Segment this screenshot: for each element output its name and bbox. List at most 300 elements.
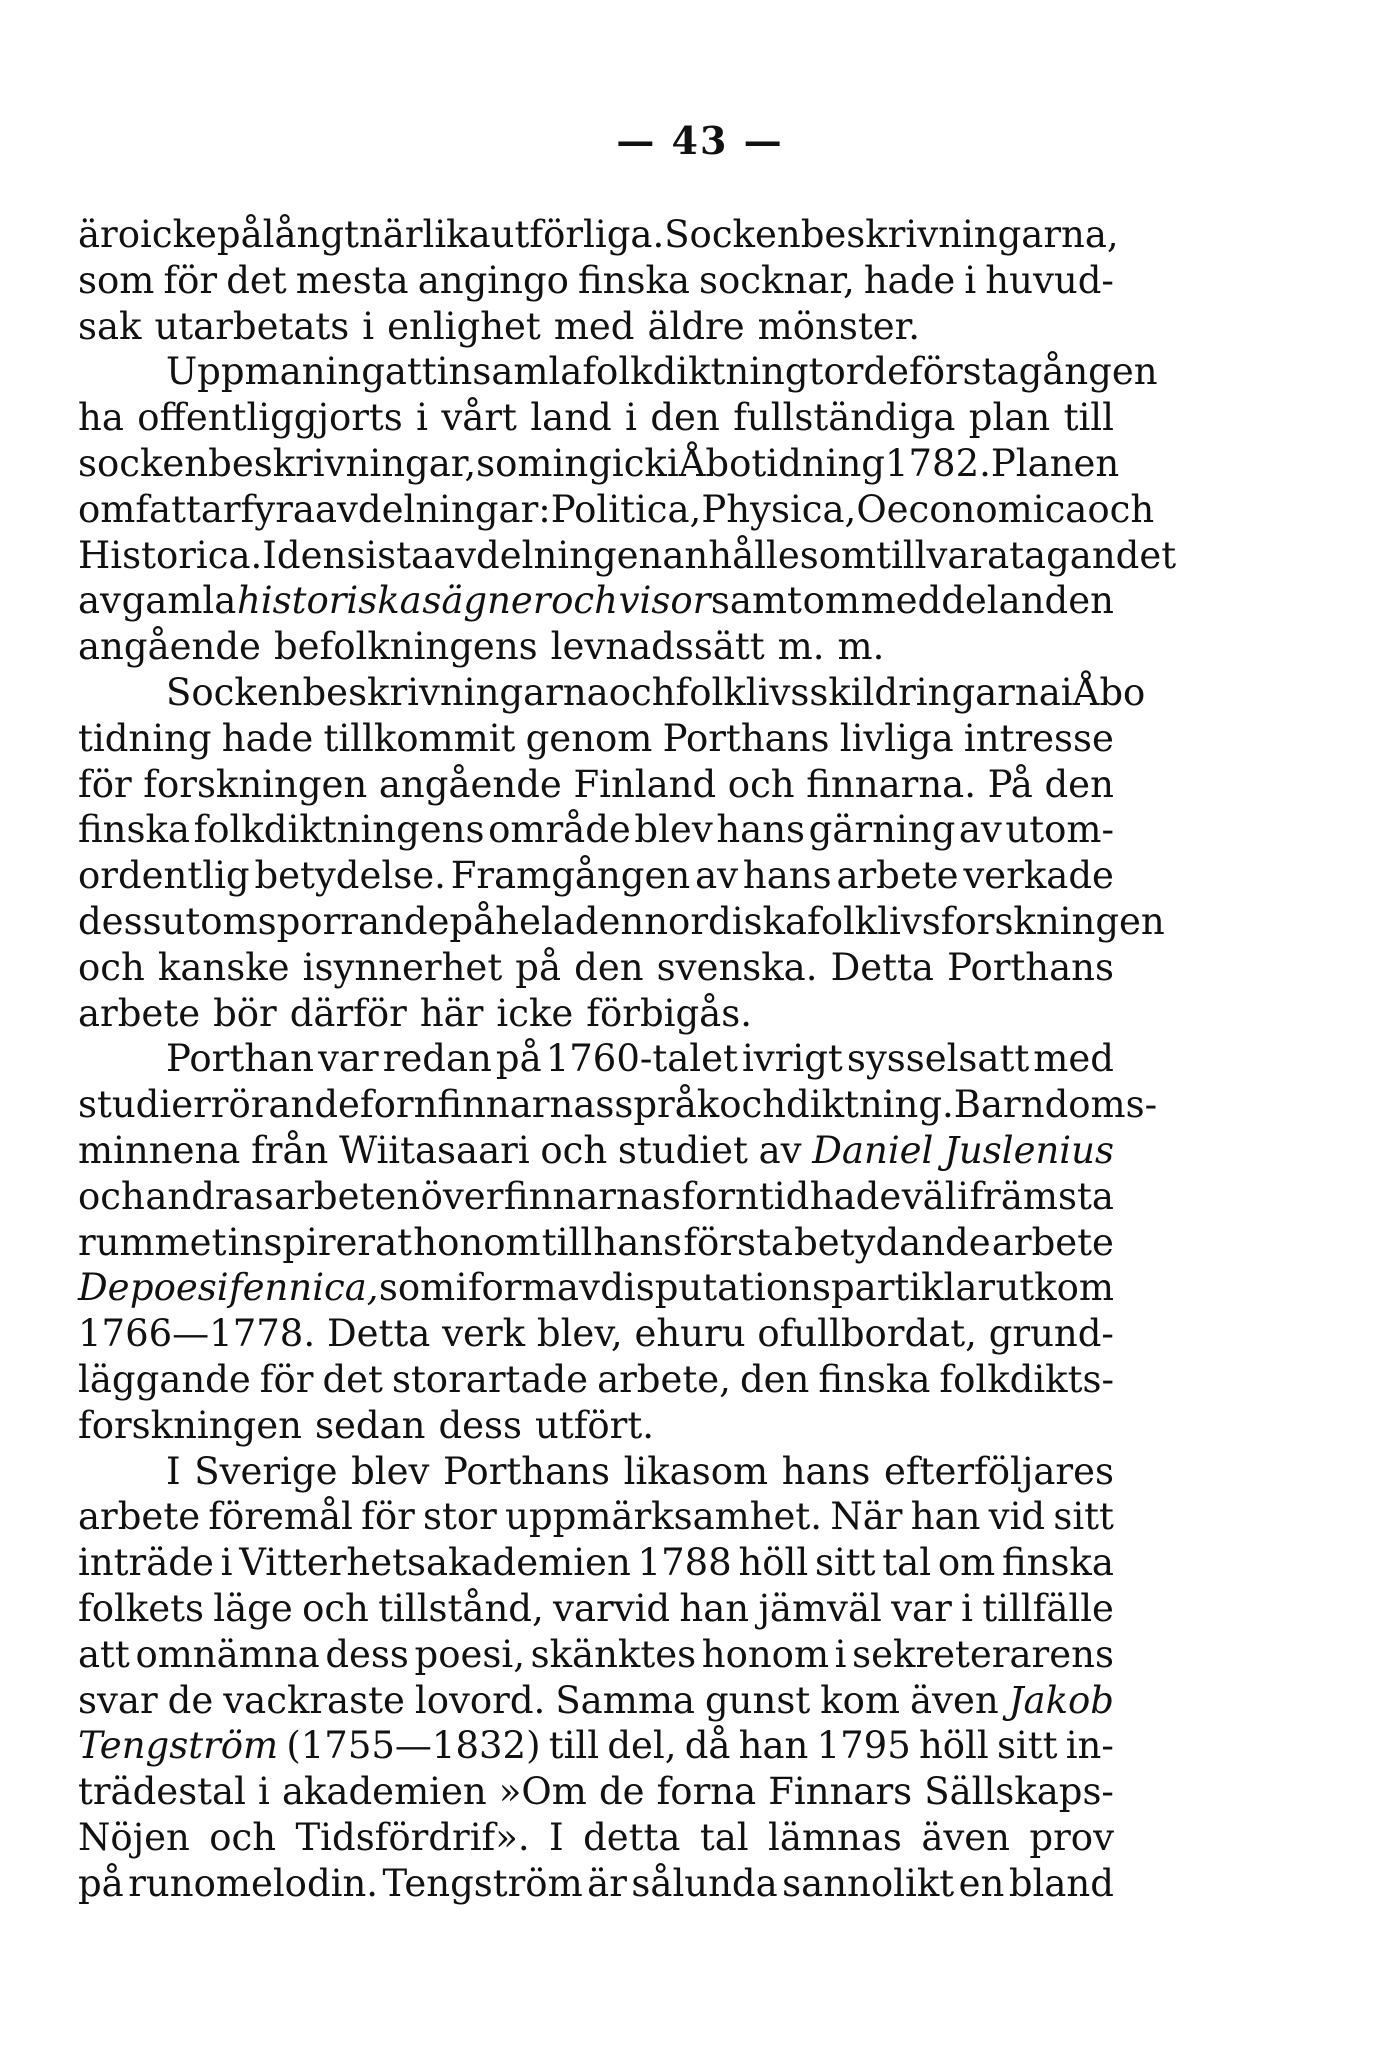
word: svenska. (656, 945, 818, 989)
word: när (358, 213, 423, 256)
text-line (78, 1174, 1114, 1220)
word: tidning (78, 716, 212, 760)
word: Detta (830, 945, 934, 989)
word: efterföljares (884, 1449, 1114, 1493)
word: som (378, 1266, 456, 1310)
word: angående (378, 762, 562, 806)
word: arbete (991, 1220, 1114, 1264)
word: forskningen (143, 762, 368, 806)
word: sporrande (257, 899, 450, 943)
text-line (78, 1220, 1114, 1266)
word: kanske (157, 945, 290, 989)
word: hans (593, 1220, 683, 1264)
word: den (739, 1357, 810, 1401)
word: Politica, (550, 487, 702, 531)
word: samt (710, 579, 802, 623)
word: i (834, 1632, 847, 1676)
word: och (608, 670, 676, 714)
word: höll (918, 1724, 989, 1768)
word: icke (496, 991, 574, 1035)
word: lämnas (768, 1815, 902, 1859)
word: genom (525, 716, 653, 760)
word: dess (438, 1403, 523, 1447)
word: att (78, 1632, 130, 1676)
text-line (78, 578, 1114, 624)
word: och (719, 1083, 787, 1127)
word: 1788 (637, 1541, 732, 1585)
word: tillstånd, (378, 1586, 544, 1630)
word: 1795 (816, 1724, 911, 1768)
word: utarbetats (154, 304, 350, 348)
word: tal (699, 1815, 749, 1859)
word: tal (882, 1541, 932, 1585)
word: Sockenbeskrivningarna (166, 670, 609, 714)
word: sockenbeskrivningar, (78, 441, 477, 485)
word: (1755—1832) (286, 1724, 541, 1768)
word: I (262, 533, 277, 577)
word: äro (78, 213, 141, 256)
word: angående (78, 625, 261, 669)
word: och (78, 945, 145, 989)
text-line (78, 807, 1114, 853)
word: Sällskaps- (924, 1770, 1114, 1814)
word: Nöjen (78, 1815, 190, 1859)
word: hade (809, 1174, 902, 1218)
word: därför (289, 991, 407, 1035)
word: om (818, 533, 877, 577)
word: för (78, 762, 132, 806)
word: forskningen (78, 1403, 302, 1447)
word: blev (634, 808, 713, 852)
word: sekreterarens (852, 1632, 1114, 1676)
word: i (964, 258, 977, 302)
word: form (467, 1266, 557, 1310)
word: fennica, (228, 1266, 379, 1310)
word: »Om (498, 1770, 587, 1814)
word: sak (78, 304, 142, 348)
word: ingick (552, 441, 667, 485)
word: Finland (573, 762, 717, 806)
word: Åbo (678, 441, 752, 485)
word: rörande (210, 1083, 360, 1127)
text-line (78, 487, 1155, 533)
word: första (683, 1220, 793, 1264)
word: inspirerat (227, 1220, 413, 1264)
text-line (78, 304, 1114, 350)
word: på (495, 1037, 542, 1081)
word: arbeten (274, 1174, 421, 1218)
word: Tengström (78, 1724, 279, 1768)
word: av (556, 1266, 600, 1310)
word: forntid (681, 1174, 810, 1218)
word: Detta (326, 1312, 431, 1356)
word: redan (382, 1037, 492, 1081)
word: gunst (704, 1678, 811, 1722)
word: Framgången (450, 854, 691, 898)
word: rummet (78, 1220, 227, 1264)
word: finska (1001, 1541, 1114, 1585)
word: bör (213, 991, 277, 1035)
word: folkdikts- (939, 1357, 1114, 1401)
word: del, (607, 1724, 677, 1768)
word: sålunda (631, 1861, 778, 1905)
word: som (476, 441, 553, 485)
word: finska (818, 1357, 931, 1401)
text-line (78, 991, 1114, 1037)
word: stor (423, 1495, 497, 1539)
word: i (362, 304, 375, 348)
word: det (226, 258, 287, 302)
word: ordentlig (78, 854, 250, 898)
word: sedan (314, 1403, 426, 1447)
text-line (78, 1128, 1114, 1174)
word: forna (656, 1770, 757, 1814)
word: mesta (295, 258, 409, 302)
word: vid (988, 1495, 1046, 1539)
word: Vitterhetsakademien (239, 1541, 631, 1585)
word: ivrigt (741, 1037, 843, 1081)
word: detta (583, 1815, 681, 1859)
word: icke (140, 213, 217, 256)
word: gången (1018, 350, 1158, 394)
word: och (209, 1815, 277, 1859)
word: bland (1008, 1861, 1114, 1905)
word: hade (863, 258, 956, 302)
word: dess (325, 1632, 409, 1676)
word: likasom (623, 1449, 769, 1493)
word: jämväl (758, 1586, 882, 1630)
word: grund- (988, 1312, 1114, 1356)
word: honom (413, 1220, 541, 1264)
word: prov (1029, 1815, 1114, 1859)
word: arbete (78, 991, 201, 1035)
word: sysselsatt (846, 1037, 1030, 1081)
word: som (78, 258, 155, 302)
word: sitt (996, 1724, 1058, 1768)
word: till (548, 1724, 600, 1768)
word: var (318, 1037, 379, 1081)
word: svar (78, 1678, 158, 1722)
word: väl (901, 1174, 957, 1218)
word: livliga (839, 716, 954, 760)
word: verk (442, 1312, 526, 1356)
word: finnarna. (806, 762, 976, 806)
text-line (78, 1265, 1114, 1311)
word: sitt (814, 1541, 876, 1585)
word: kom (820, 1678, 900, 1722)
word: disputationspartiklar (600, 1266, 996, 1310)
word: blev (351, 1449, 430, 1493)
word: isynnerhet (302, 945, 503, 989)
word: folklivsskildringarna (675, 670, 1061, 714)
word: till (541, 1220, 593, 1264)
text-line (78, 1861, 1114, 1907)
text-line (78, 1403, 1114, 1449)
word: hans (716, 808, 806, 852)
word: på (515, 945, 562, 989)
word: m. (777, 625, 825, 669)
word: enlighet (387, 304, 541, 348)
word: runomelodin. (128, 1861, 379, 1905)
word: språk (614, 1083, 720, 1127)
word: lovord. (414, 1678, 546, 1722)
word: den (574, 899, 645, 943)
word: ehuru (634, 1312, 746, 1356)
word: hans (742, 854, 832, 898)
word: storartade (391, 1357, 589, 1401)
word: i (1060, 670, 1073, 714)
word: varvid (553, 1586, 671, 1630)
word: tillvaratagandet (876, 533, 1177, 577)
word: att (384, 350, 437, 394)
word: Daniel (812, 1128, 934, 1172)
word: i (258, 1770, 270, 1814)
word: 1782. (884, 441, 991, 485)
word: I (549, 1815, 564, 1859)
word: socknar, (699, 258, 855, 302)
word: gamla (121, 579, 237, 623)
word: mönster. (757, 304, 920, 348)
word: skänktes (530, 1632, 697, 1676)
word: utfört. (535, 1403, 655, 1447)
word: av (78, 579, 121, 623)
word: folkdiktningens (193, 808, 485, 852)
word: Uppmaning (166, 350, 385, 394)
word: På (987, 762, 1033, 806)
word: Tengström (382, 1861, 583, 1905)
word: 1766—1778. (78, 1312, 316, 1356)
word: torde (808, 350, 909, 394)
word: han (738, 1724, 809, 1768)
word: Historica. (78, 533, 263, 577)
text-line (78, 1449, 1114, 1495)
text-line (78, 349, 1158, 395)
word: meddelanden (860, 579, 1114, 623)
word: Finnars (768, 1770, 913, 1814)
word: sista (346, 533, 434, 577)
word: finska (78, 808, 190, 852)
word: Oeconomica (856, 487, 1088, 531)
word: höll (738, 1541, 809, 1585)
word: utförliga. (490, 213, 665, 256)
text-line (78, 395, 1114, 441)
word: läge (213, 1586, 293, 1630)
word: han (910, 1495, 981, 1539)
word: om (937, 1541, 996, 1585)
word: betydelse. (254, 854, 446, 898)
word: dessutom (78, 899, 258, 943)
word: Wiitasaari (339, 1128, 530, 1172)
text-line (78, 670, 1146, 716)
word: avdelningar: (314, 487, 551, 531)
word: av (958, 808, 1002, 852)
word: insamla (436, 350, 583, 394)
word: Samma (555, 1678, 695, 1722)
word: i (666, 441, 679, 485)
word: Physica, (701, 487, 857, 531)
word: poesi (129, 1266, 229, 1310)
word: anhålles (662, 533, 819, 577)
word: omfattar (78, 487, 241, 531)
word: till (1063, 396, 1114, 440)
word: fullständiga (733, 396, 956, 440)
word: poesi, (414, 1632, 525, 1676)
word: främsta (969, 1174, 1114, 1218)
word: sägner (422, 579, 551, 623)
word: vårt (441, 396, 517, 440)
word: blev, (536, 1312, 623, 1356)
word: Åbo (1072, 670, 1146, 714)
word: Jakob (1008, 1678, 1114, 1722)
word: Porthan (166, 1037, 314, 1081)
word: omnämna (135, 1632, 320, 1676)
word: andras (145, 1174, 274, 1218)
word: på (78, 1861, 124, 1905)
word: avdelningen (433, 533, 663, 577)
body-text (78, 212, 1177, 1906)
word: även (910, 1678, 999, 1722)
word: I (166, 1449, 181, 1493)
text-line (78, 853, 1114, 899)
text-line (78, 1357, 1114, 1403)
word: nordiska (644, 899, 807, 943)
word: Porthans (662, 716, 830, 760)
word: för (259, 1357, 314, 1401)
word: angingo (417, 258, 569, 302)
text-line (78, 1678, 1114, 1724)
word: är (587, 1861, 627, 1905)
word: och (727, 762, 795, 806)
word: de (598, 1770, 645, 1814)
word: gärning (808, 808, 956, 852)
word: första (909, 350, 1019, 394)
word: 1760-talet (545, 1037, 738, 1081)
word: ha (78, 396, 124, 440)
word: för (163, 258, 218, 302)
word: folkdiktning (582, 350, 809, 394)
word: hade (221, 716, 314, 760)
word: och (78, 1174, 145, 1218)
word: offentliggjorts (137, 396, 403, 440)
word: honom (701, 1632, 830, 1676)
word: förbigås. (586, 991, 752, 1035)
word: med (1033, 1037, 1114, 1081)
word: arbete (78, 1495, 201, 1539)
text-line (78, 1036, 1114, 1082)
word: befolkningens (273, 625, 538, 669)
word: akademien (281, 1770, 487, 1814)
word: minnena (78, 1128, 241, 1172)
word: lika (422, 213, 491, 256)
word: visor (618, 579, 711, 623)
word: hans (781, 1449, 871, 1493)
word: och (302, 1586, 369, 1630)
word: från (251, 1128, 329, 1172)
word: plan (968, 396, 1051, 440)
word: långt (262, 213, 359, 256)
text-line (78, 212, 1119, 258)
word: land (530, 396, 612, 440)
text-line (78, 1815, 1114, 1861)
word: Porthans (443, 1449, 610, 1493)
word: ofullbordat, (757, 1312, 977, 1356)
word: var (891, 1586, 952, 1630)
word: i (220, 1541, 233, 1585)
word: den (574, 945, 644, 989)
word: huvud- (985, 258, 1114, 302)
word: i (961, 1586, 973, 1630)
text-line (78, 258, 1114, 304)
text-line (78, 533, 1177, 579)
word: äldre (647, 304, 745, 348)
text-line (78, 1769, 1114, 1815)
word: av (758, 1128, 802, 1172)
word: m. (837, 625, 885, 669)
text-line (78, 899, 1165, 945)
word: studier (78, 1083, 211, 1127)
word: det (322, 1357, 383, 1401)
word: och (540, 1128, 608, 1172)
word: i (957, 1174, 969, 1218)
word: utkom (995, 1266, 1114, 1310)
text-line (78, 945, 1114, 991)
word: då (684, 1724, 731, 1768)
word: med (553, 304, 635, 348)
word: diktning. (786, 1083, 954, 1127)
word: sannolikt (782, 1861, 955, 1905)
text-line (78, 1311, 1114, 1357)
word: När (830, 1495, 903, 1539)
word: den (276, 533, 347, 577)
word: de (167, 1678, 214, 1722)
text-line (78, 1494, 1114, 1540)
word: läggande (78, 1357, 251, 1401)
word: fornfinnarnas (359, 1083, 615, 1127)
word: han (679, 1586, 750, 1630)
word: den (1044, 762, 1114, 806)
text-line (78, 1082, 1158, 1128)
word: Barndoms- (953, 1083, 1158, 1127)
word: uppmärksamhet. (505, 1495, 823, 1539)
word: verkade (963, 854, 1114, 898)
word: folklivsforskningen (807, 899, 1165, 943)
word: en (958, 1861, 1005, 1905)
page-number: — 43 — (616, 118, 784, 163)
word: och (551, 579, 618, 623)
word: folkets (78, 1586, 204, 1630)
word: föremål (208, 1495, 353, 1539)
text-line (78, 1586, 1114, 1632)
word: och (1087, 487, 1155, 531)
word: den (650, 396, 720, 440)
word: över (420, 1174, 504, 1218)
text-line (78, 716, 1114, 762)
word: i (625, 396, 637, 440)
word: levnadssätt (550, 625, 765, 669)
text-line (78, 441, 1120, 487)
text-line (78, 762, 1114, 808)
word: för (361, 1495, 415, 1539)
word: arbete (836, 854, 959, 898)
word: tillfälle (982, 1586, 1114, 1630)
word: in- (1065, 1724, 1114, 1768)
word: av (695, 854, 739, 898)
word: Sockenbeskrivningarna, (664, 213, 1119, 256)
word: på (449, 899, 496, 943)
word: betydande (794, 1220, 991, 1264)
word: trädestal (78, 1770, 246, 1814)
word: även (921, 1815, 1011, 1859)
